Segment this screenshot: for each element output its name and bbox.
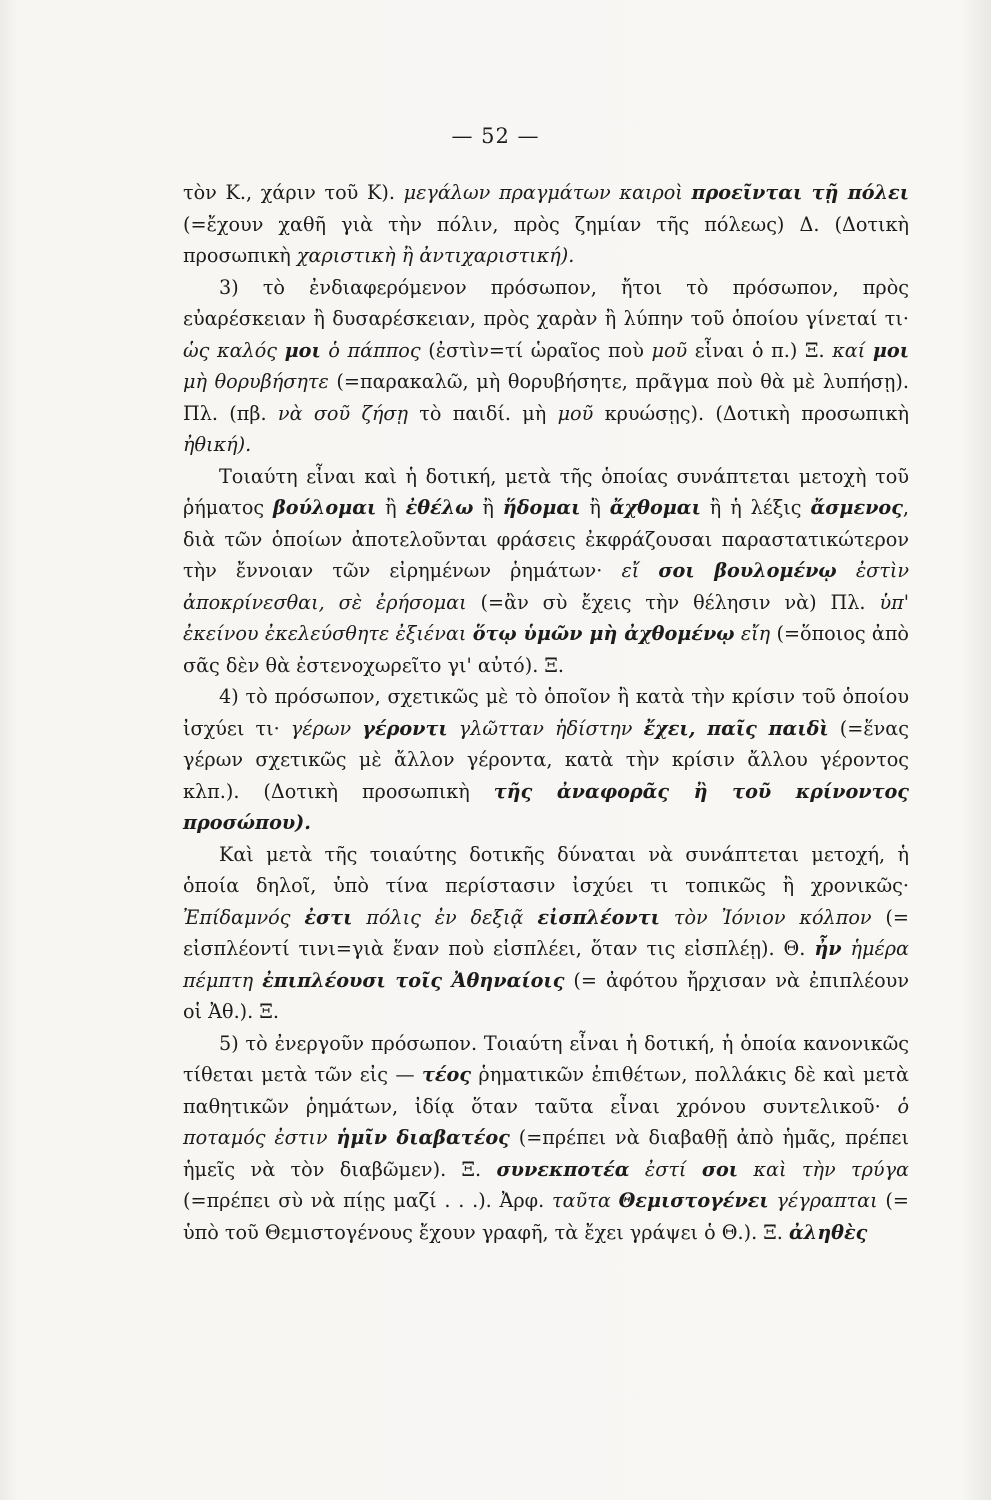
italic-text: πόλις ἐν δεξιᾷ (352, 905, 538, 929)
italic-text: ὁ ποταμός ἐστιν (183, 1094, 909, 1149)
text-run: (=ἔχουν χαθῆ γιὰ τὴν πόλιν, πρὸς ζημίαν τῆς πόλεως) Δ. (Δοτικὴ προσωπικὴ (183, 212, 909, 267)
bold-italic-text: σοι (701, 1157, 739, 1181)
paragraph (183, 839, 909, 1028)
italic-text: καὶ τὴν τρύγα (738, 1157, 910, 1181)
text-run: (=ὅποιος ἀπὸ σᾶς δὲν θὰ ἐστενοχωρεῖτο γι' αὐτό). Ξ. (183, 622, 909, 677)
italic-text: χαριστικὴ ἢ ἀντιχαριστική). (296, 244, 575, 267)
italic-text: νὰ σοῦ ζήσῃ (277, 401, 408, 425)
bold-italic-text: σοι βουλομένῳ (658, 559, 837, 582)
bold-italic-text: εἰσπλέοντι (537, 905, 660, 929)
bold-italic-text: ἐθέλω (405, 496, 474, 519)
text-run: Καὶ μετὰ τῆς τοιαύτης δοτικῆς δύναται νὰ συνάπτεται μετοχή, ἡ ὁποία δηλοῖ, ὑπὸ τίνα περίστασιν ἰσχύει τι τοπικῶς ἢ χρονικῶς· (183, 842, 909, 897)
italic-text: τὸν Ἰόνιον κόλπον (659, 905, 872, 929)
italic-text: ἡμέρα πέμπτη (183, 937, 909, 992)
bold-italic-text: ἄσμενος (810, 496, 903, 519)
text-run: τὸ παιδί. μὴ (407, 401, 558, 425)
text-run: εἶναι ὁ π.) Ξ. (687, 338, 833, 362)
text-run: ἢ (376, 496, 406, 519)
italic-text: μοῦ (651, 338, 688, 362)
text-run: ἢ (580, 496, 610, 519)
bold-italic-text: ὅτῳ ὑμῶν μὴ ἀχθομένῳ (472, 622, 735, 645)
italic-text: ταῦτα (551, 1189, 619, 1212)
italic-text: ἐστὶν ἀποκρίνεσθαι, σὲ ἐρήσομαι (183, 559, 910, 614)
italic-text: μεγάλων πραγμάτων καιροὶ (403, 181, 692, 204)
text-run: ῥηματικῶν ἐπιθέτων, πολλάκις δὲ καὶ μετὰ παθητικῶν ῥημάτων, ἰδίᾳ ὅταν ταῦτα εἶναι χρόνου συντελικοῦ· (183, 1063, 909, 1118)
paragraph (183, 177, 909, 272)
italic-text: ὑπ' ἐκείνου ἐκελεύσθητε ἐξιέναι (183, 590, 909, 645)
text-run: 5) τὸ ἐνεργοῦν πρόσωπον. Τοιαύτη εἶναι ἡ δοτική, ἡ ὁποία κανονικῶς τίθεται μετὰ τῶν εἰς — (183, 1031, 909, 1086)
italic-text: καί (832, 338, 873, 362)
bold-italic-text: ἐστι (304, 905, 353, 929)
bold-italic-text: Θεμιστογένει (618, 1189, 769, 1212)
text-run: , διὰ τῶν ὁποίων ἀποτελοῦνται φράσεις ἐκφράζουσαι παραστατικώτερον τὴν ἔννοιαν τῶν εἰρημένων ῥημάτων· (183, 496, 910, 582)
bold-italic-text: βούλομαι (273, 496, 377, 519)
text-run: Τοιαύτη εἶναι καὶ ἡ δοτική, μετὰ τῆς ὁποίας συνάπτεται μετοχὴ τοῦ ῥήματος (183, 464, 909, 519)
italic-text: μὴ θορυβήσητε (183, 370, 329, 393)
bold-italic-text: συνεκποτέα (496, 1157, 630, 1181)
italic-text: ἐστί (629, 1157, 702, 1181)
bold-italic-text: ἥδομαι (502, 496, 581, 519)
bold-italic-text: τέος (421, 1063, 472, 1086)
text-run: (ἐστὶν=τί ὡραῖος ποὺ (420, 338, 652, 362)
text-run: (= ὑπὸ τοῦ Θεμιστογένους ἔχουν γραφῆ, τὰ ἔχει γράψει ὁ Θ.). Ξ. (183, 1189, 909, 1244)
bold-italic-text: προεῖνται τῇ πόλει (691, 181, 909, 204)
bold-italic-text: μοι (284, 338, 321, 362)
italic-text: γέγραπται (768, 1189, 878, 1212)
text-run: (= ἀφότου ἤρχισαν νὰ ἐπιπλέουν οἱ Ἀθ.). Ξ. (183, 968, 909, 1023)
text-run: (=πρέπει σὺ νὰ πίῃς μαζί . . .). Ἀρφ. (183, 1189, 552, 1212)
text-run: (=ἂν σὺ ἔχεις τὴν θέλησιν νὰ) Πλ. (466, 590, 880, 614)
italic-text: ὁ πάππος (320, 338, 421, 362)
text-run: κρυώσῃς). (Δοτικὴ προσωπικὴ (593, 401, 910, 425)
text-run: 4) τὸ πρόσωπον, σχετικῶς μὲ τὸ ὁποῖον ἢ κατὰ τὴν κρίσιν τοῦ ὁποίου ἰσχύει τι· (183, 685, 909, 740)
text-run: (= εἰσπλέοντί τινι=γιὰ ἕναν ποὺ εἰσπλέει, ὅταν τις εἰσπλέῃ). Θ. (183, 905, 909, 960)
bold-italic-text: ἡμῖν διαβατέος (336, 1126, 510, 1149)
italic-text: Ἐπίδαμνός (183, 905, 305, 929)
italic-text: γλῶτταν ἡδίστην (447, 716, 644, 740)
text-run: ἢ (473, 496, 503, 519)
text-run: (=πρέπει νὰ διαβαθῇ ἀπὸ ἡμᾶς, πρέπει ἡμεῖς νὰ τὸν διαβῶμεν). Ξ. (183, 1126, 910, 1181)
text-run: τὸν Κ., χάριν τοῦ Κ). (183, 181, 404, 204)
italic-text: γέρων (290, 716, 363, 740)
body-text (183, 177, 909, 1248)
italic-text: ἠθική). (183, 433, 252, 456)
text-run: ἢ ἡ λέξις (700, 496, 811, 519)
italic-text: εἴη (734, 622, 771, 645)
italic-text: μοῦ (557, 401, 594, 425)
paragraph (183, 461, 909, 682)
text-run: (=παρακαλῶ, μὴ θορυβήσητε, πρᾶγμα ποὺ θὰ μὲ λυπήσῃ). Πλ. (πβ. (183, 370, 909, 425)
bold-italic-text: μοι (872, 338, 910, 362)
bold-italic-text: ἄχθομαι (609, 496, 701, 519)
italic-text: εἴ (621, 559, 659, 582)
paragraph (183, 681, 909, 839)
paragraph (183, 272, 909, 461)
paragraph (183, 1028, 909, 1249)
italic-text: ὡς καλός (183, 338, 285, 362)
bold-italic-text: ἔχει, παῖς παιδὶ (643, 716, 829, 740)
text-run: 3) τὸ ἐνδιαφερόμενον πρόσωπον, ἤτοι τὸ πρόσωπον, πρὸς εὐαρέσκειαν ἢ δυσαρέσκειαν, πρὸς χαρὰν ἢ λύπην τοῦ ὁποίου γίνεταί τι· (183, 275, 909, 330)
bold-italic-text: γέροντι (362, 716, 448, 740)
bold-italic-text: ἀληθὲς (789, 1220, 868, 1244)
bold-italic-text: τῆς ἀναφορᾶς ἢ τοῦ κρίνοντος προσώπου). (183, 779, 909, 834)
bold-italic-text: ἦν (814, 937, 842, 960)
text-run: (=ἕνας γέρων σχετικῶς μὲ ἄλλον γέροντα, κατὰ τὴν κρίσιν ἄλλου γέροντος κλπ.). (Δοτικὴ προσωπικὴ (183, 716, 909, 803)
bold-italic-text: ἐπιπλέουσι τοῖς Ἀθηναίοις (262, 968, 565, 992)
page-number: — 52 — (451, 124, 540, 148)
